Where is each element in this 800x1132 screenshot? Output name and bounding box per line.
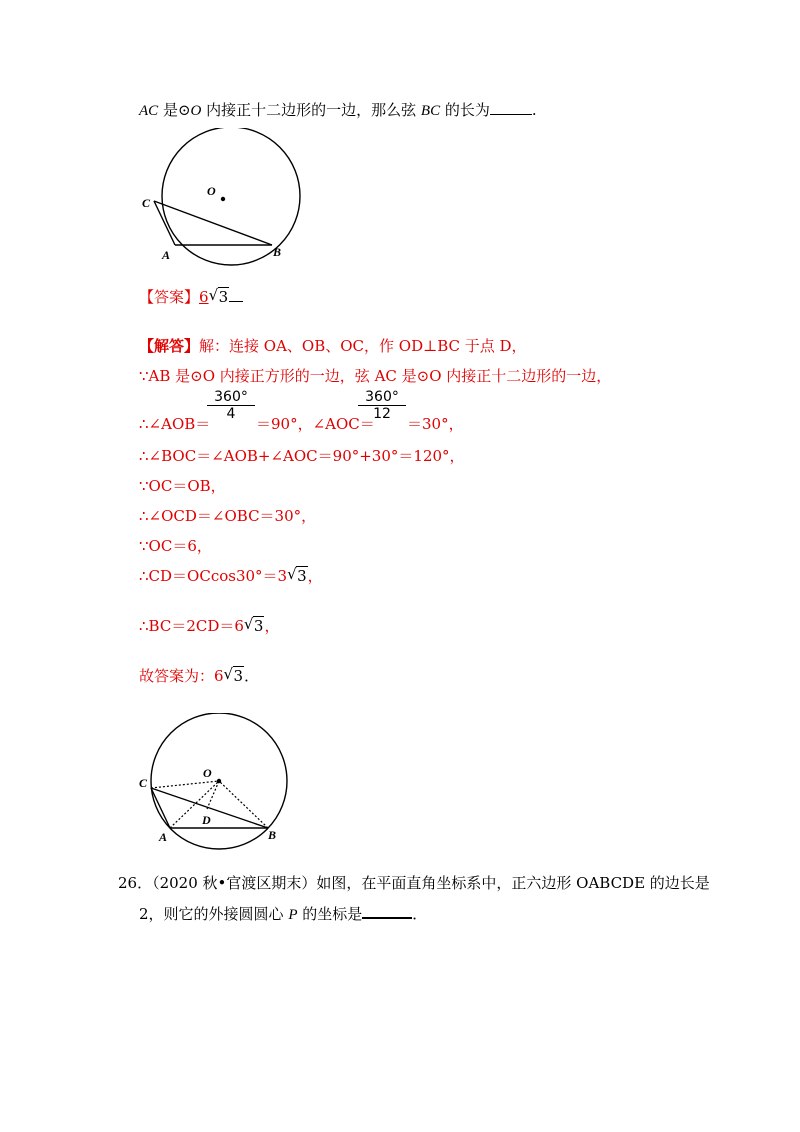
solution-line-10-text: 故答案为：6 [139,667,224,685]
fraction-aoc-denominator: 12 [373,406,391,422]
question-line [139,100,537,121]
q26-text-3: ． [412,905,428,923]
sqrt-line-10: √ 3 [223,665,244,685]
q26-text-1: 2，则它的外接圆圆心 [139,905,289,923]
question-26-line-2 [139,903,427,925]
label-a-2: A [159,830,168,844]
radicand-line-8: 3 [297,567,307,585]
label-d-2: D [202,813,211,827]
label-o-2: O [203,766,212,780]
segment-oa [170,781,219,828]
answer-underline [229,287,243,302]
label-o: O [207,184,216,198]
answer-blank [490,100,532,115]
label-c: C [142,196,151,210]
question-26-line-1: 26．（2020 秋•官渡区期末）如图，在平面直角坐标系中，正六边形 OABCDE 的边长是 [118,874,710,892]
solution-line-6: ∴∠OCD＝∠OBC＝30°， [139,507,317,525]
label-c-2: C [139,776,148,790]
solution-line-3a: ∴∠AOB＝ [139,415,211,433]
answer-tag: 【答案】 [139,288,200,306]
sqrt-line-8: √ 3 [287,565,307,585]
q-text-3: 的长为 [440,101,490,119]
radicand-line-9: 3 [253,617,264,635]
answer-line [139,287,243,307]
q-var-ac: AC [139,103,159,119]
solution-line-3b: ＝90°，∠AOC＝ [256,415,375,433]
circle-figure-1 [140,128,310,270]
solution-line-8-end: ， [307,567,323,585]
q26-var-p: P [288,907,298,923]
q26-answer-blank [362,903,412,919]
solution-line-2: ∵AB 是⊙O 内接正方形的一边，弦 AC 是⊙O 内接正十二边形的一边， [139,367,612,385]
solution-line-8-text: ∴CD＝OCcos30°＝3 [139,567,288,585]
solution-line-9 [139,616,279,636]
answer-radicand: 3 [218,288,229,306]
fraction-aoc [358,389,406,422]
solution-line-8 [139,566,323,586]
fraction-aob-numerator: 360° [207,389,255,406]
fraction-aoc-numerator: 360° [358,389,406,406]
fraction-aob-denominator: 4 [226,406,236,422]
circle-figure-2 [137,713,307,853]
solution-line-4: ∴∠BOC＝∠AOB+∠AOC＝90°+30°＝120°， [139,447,465,465]
segment-ob [219,781,268,828]
label-b-2: B [268,828,277,842]
radicand-line-10: 3 [233,667,244,685]
solution-tag: 【解答】 [139,337,200,355]
q-text-1: 是⊙ [158,101,191,119]
label-b: B [273,245,282,259]
q-var-o: O [190,103,202,119]
fraction-aob [207,389,255,422]
solution-text-1: 解：连接 OA、OB、OC，作 OD⊥BC 于点 D， [199,337,527,355]
solution-line-5: ∵OC＝OB， [139,477,226,495]
solution-line-9-end: ， [264,617,280,635]
solution-line-7: ∵OC＝6， [139,537,212,555]
solution-line-10 [139,666,259,686]
segment-od [207,781,219,809]
q26-text-2: 的坐标是 [297,905,363,923]
solution-line-9-text: ∴BC＝2CD＝6 [139,617,244,635]
q-text-2: 内接正十二边形的一边，那么弦 [201,101,421,119]
q-var-bc: BC [420,103,441,119]
label-a: A [162,248,171,262]
solution-line-3c: ＝30°， [407,415,464,433]
sqrt-line-9: √ 3 [243,615,264,635]
center-point-o [221,197,225,201]
segment-oc [151,781,219,788]
answer-sqrt: √ 3 [208,286,229,306]
answer-coef: 6 [199,288,209,306]
q-text-4: . [531,101,537,119]
solution-line-10-end: ． [244,667,260,685]
solution-line-1 [139,336,527,356]
